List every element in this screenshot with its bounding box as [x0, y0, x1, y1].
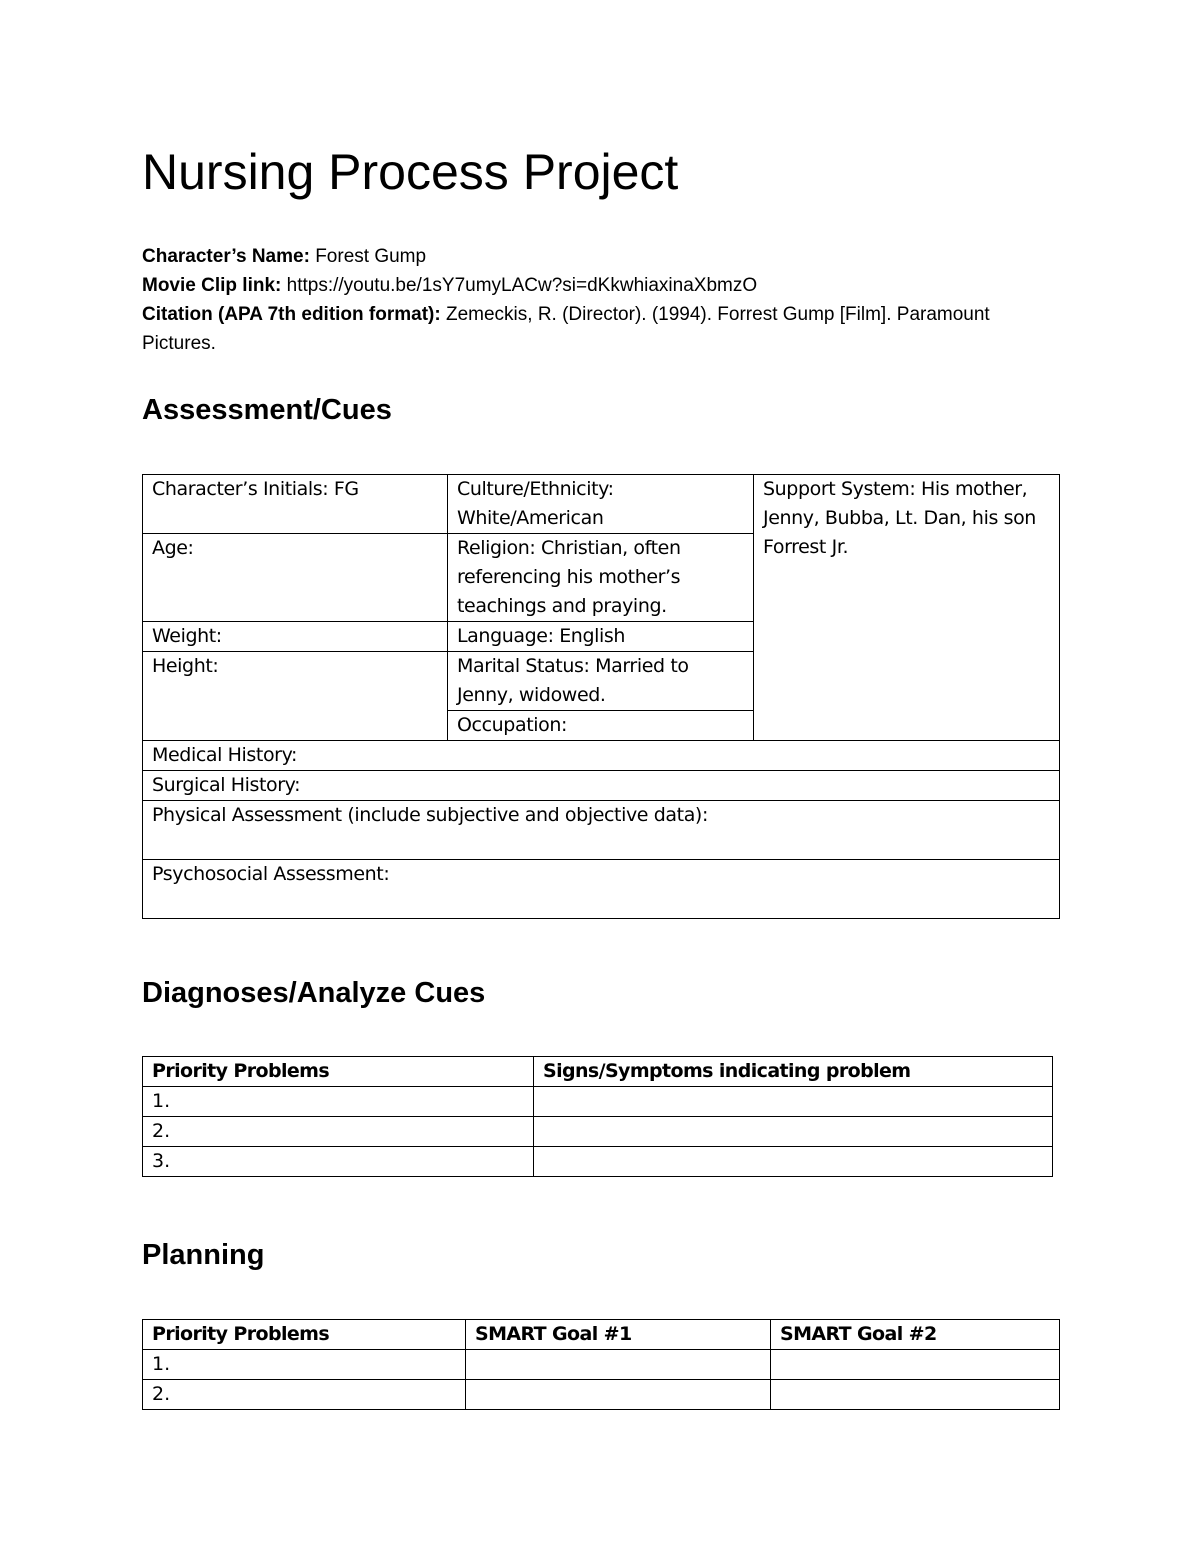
language-cell[interactable]: Language: English: [448, 622, 754, 652]
character-name-value: Forest Gump: [309, 246, 427, 267]
signs-symptoms-header: Signs/Symptoms indicating problem: [534, 1057, 1053, 1087]
goal-1-cell[interactable]: [466, 1350, 771, 1380]
citation-line: [142, 300, 1042, 358]
character-info: [142, 242, 1042, 358]
initials-cell[interactable]: Character’s Initials: FG: [143, 475, 448, 534]
priority-problems-header: Priority Problems: [143, 1057, 534, 1087]
movie-clip-label: Movie Clip link:: [142, 275, 282, 296]
medical-history-cell[interactable]: Medical History:: [143, 741, 1060, 771]
physical-assessment-cell[interactable]: Physical Assessment (include subjective and objective data):: [143, 801, 1060, 860]
occupation-cell[interactable]: Occupation:: [448, 711, 754, 741]
table-row: [143, 1380, 1060, 1410]
citation-value: Zemeckis, R. (Director). (1994). Forrest Gump [Film]. Paramount Pictures.: [142, 304, 990, 354]
page-title: Nursing Process Project: [142, 144, 679, 200]
planning-heading: Planning: [142, 1239, 265, 1271]
problem-cell[interactable]: 2.: [143, 1117, 534, 1147]
movie-clip-line: [142, 271, 1042, 300]
assessment-table: [142, 474, 1060, 919]
height-cell[interactable]: Height:: [143, 652, 448, 741]
assessment-heading: Assessment/Cues: [142, 394, 392, 426]
planning-table: [142, 1319, 1060, 1410]
priority-problems-header: Priority Problems: [143, 1320, 466, 1350]
character-name-label: Character’s Name:: [142, 246, 310, 267]
smart-goal-2-header: SMART Goal #2: [771, 1320, 1060, 1350]
table-row: [143, 1117, 1053, 1147]
problem-cell[interactable]: 2.: [143, 1380, 466, 1410]
weight-cell[interactable]: Weight:: [143, 622, 448, 652]
character-name-line: [142, 242, 1042, 271]
table-row: [143, 1147, 1053, 1177]
diagnoses-heading: Diagnoses/Analyze Cues: [142, 977, 486, 1009]
support-system-cell[interactable]: Support System: His mother, Jenny, Bubba, Lt. Dan, his son Forrest Jr.: [754, 475, 1060, 741]
symptoms-cell[interactable]: [534, 1117, 1053, 1147]
goal-2-cell[interactable]: [771, 1380, 1060, 1410]
problem-cell[interactable]: 1.: [143, 1087, 534, 1117]
smart-goal-1-header: SMART Goal #1: [466, 1320, 771, 1350]
table-row: [143, 1350, 1060, 1380]
goal-2-cell[interactable]: [771, 1350, 1060, 1380]
table-row: [143, 1087, 1053, 1117]
symptoms-cell[interactable]: [534, 1147, 1053, 1177]
surgical-history-cell[interactable]: Surgical History:: [143, 771, 1060, 801]
symptoms-cell[interactable]: [534, 1087, 1053, 1117]
movie-clip-link[interactable]: https://youtu.be/1sY7umyLACw?si=dKkwhiaxinaXbmzO: [281, 275, 758, 296]
marital-status-cell[interactable]: Marital Status: Married to Jenny, widowed.: [448, 652, 754, 711]
psychosocial-assessment-cell[interactable]: Psychosocial Assessment:: [143, 860, 1060, 919]
culture-cell[interactable]: Culture/Ethnicity: White/American: [448, 475, 754, 534]
religion-cell[interactable]: Religion: Christian, often referencing his mother’s teachings and praying.: [448, 534, 754, 622]
goal-1-cell[interactable]: [466, 1380, 771, 1410]
problem-cell[interactable]: 3.: [143, 1147, 534, 1177]
problem-cell[interactable]: 1.: [143, 1350, 466, 1380]
diagnoses-table: [142, 1056, 1053, 1177]
age-cell[interactable]: Age:: [143, 534, 448, 622]
citation-label: Citation (APA 7th edition format):: [142, 304, 441, 325]
